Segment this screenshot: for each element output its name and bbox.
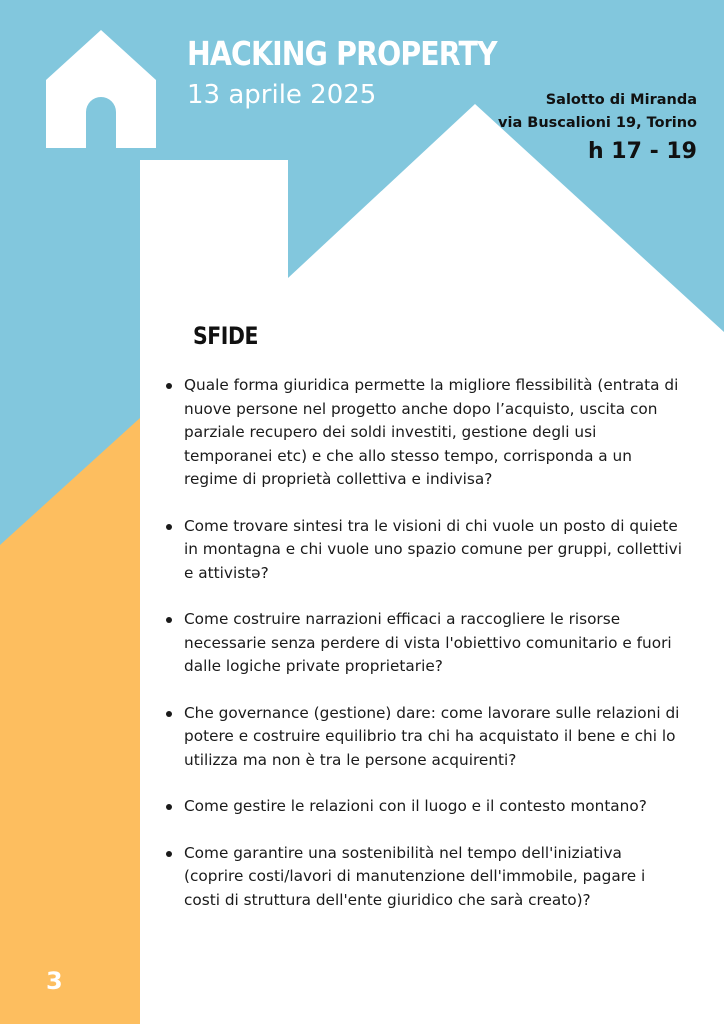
list-item [160, 702, 685, 773]
list-item [160, 842, 685, 913]
list-item-text: Che governance (gestione) dare: come lavorare sulle relazioni di potere e costruire equilibrio tra chi ha acquistato il bene e chi lo utilizza ma non è tra le persone acquirenti? [184, 703, 680, 769]
list-item-text: Come garantire una sostenibilità nel tempo dell'iniziativa (coprire costi/lavori di manutenzione dell'immobile, pagare i costi di struttura dell'ente giuridico che sarà creato)? [184, 843, 646, 909]
bullet-icon [166, 804, 172, 810]
event-time: h 17 - 19 [587, 139, 697, 164]
venue-address: via Buscalioni 19, Torino [498, 115, 697, 131]
list-item-text: Come gestire le relazioni con il luogo e il contesto montano? [184, 797, 647, 815]
section-title: SFIDE [193, 322, 258, 350]
bullet-icon [166, 851, 172, 857]
list-item-text: Come trovare sintesi tra le visioni di chi vuole un posto di quiete in montagna e chi vuole uno spazio comune per gruppi, collettivi e attivistə? [184, 516, 682, 582]
bullet-icon [166, 524, 172, 530]
list-item [160, 795, 685, 819]
list-item [160, 608, 685, 679]
event-date: 13 aprile 2025 [187, 80, 377, 110]
list-item [160, 515, 685, 586]
bullet-icon [166, 711, 172, 717]
venue-block [498, 89, 697, 167]
list-item [160, 374, 685, 492]
page-title: HACKING PROPERTY [187, 34, 497, 73]
list-item-text: Quale forma giuridica permette la migliore flessibilità (entrata di nuove persone nel progetto anche dopo l’acquisto, uscita con parziale recupero dei soldi investiti, gestione degli usi temporanei etc) e che allo stesso tempo, corrisponda a un regime di proprietà collettiva e indivisa? [184, 376, 679, 488]
list-item-text: Come costruire narrazioni efficaci a raccogliere le risorse necessarie senza perdere di vista l'obiettivo comunitario e fuori dalle logiche private proprietarie? [184, 610, 672, 675]
venue-name: Salotto di Miranda [545, 92, 697, 108]
bullet-icon [166, 383, 172, 389]
page-number: 3 [46, 967, 63, 995]
bullet-icon [166, 617, 172, 623]
challenges-list [160, 374, 685, 912]
